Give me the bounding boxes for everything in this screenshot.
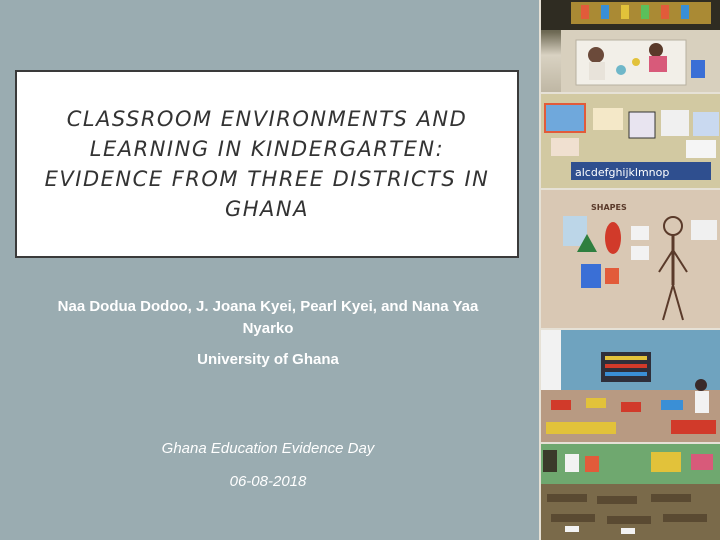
photo-shapes-wall-image xyxy=(541,190,720,328)
photo-children-playing-image xyxy=(541,0,720,92)
photo-shapes-wall xyxy=(541,190,720,328)
authors: Naa Dodua Dodoo, J. Joana Kyei, Pearl Kyei, and Nana Yaa Nyarko xyxy=(57,298,479,337)
photo-classroom-desks-image xyxy=(541,444,720,540)
event-name: Ghana Education Evidence Day xyxy=(161,440,375,457)
photo-classroom-desks xyxy=(541,444,720,540)
alphabet-strip-text: alcdefghijklmnop xyxy=(575,166,670,179)
affiliation: University of Ghana xyxy=(197,351,339,368)
slide-title: CLASSROOM ENVIRONMENTS AND LEARNING IN KINDERGARTEN: EVIDENCE FROM THREE DISTRICTS IN GHANA xyxy=(44,107,490,221)
photo-wall-charts xyxy=(541,94,720,188)
event-date: 06-08-2018 xyxy=(229,473,307,490)
photo-wall-charts-image xyxy=(541,94,720,188)
photo-classroom-blue xyxy=(541,330,720,442)
shapes-label: SHAPES xyxy=(591,203,627,212)
photo-classroom-blue-image xyxy=(541,330,720,442)
photo-children-playing xyxy=(541,0,720,92)
title-box xyxy=(15,70,519,258)
photo-strip xyxy=(539,0,720,540)
